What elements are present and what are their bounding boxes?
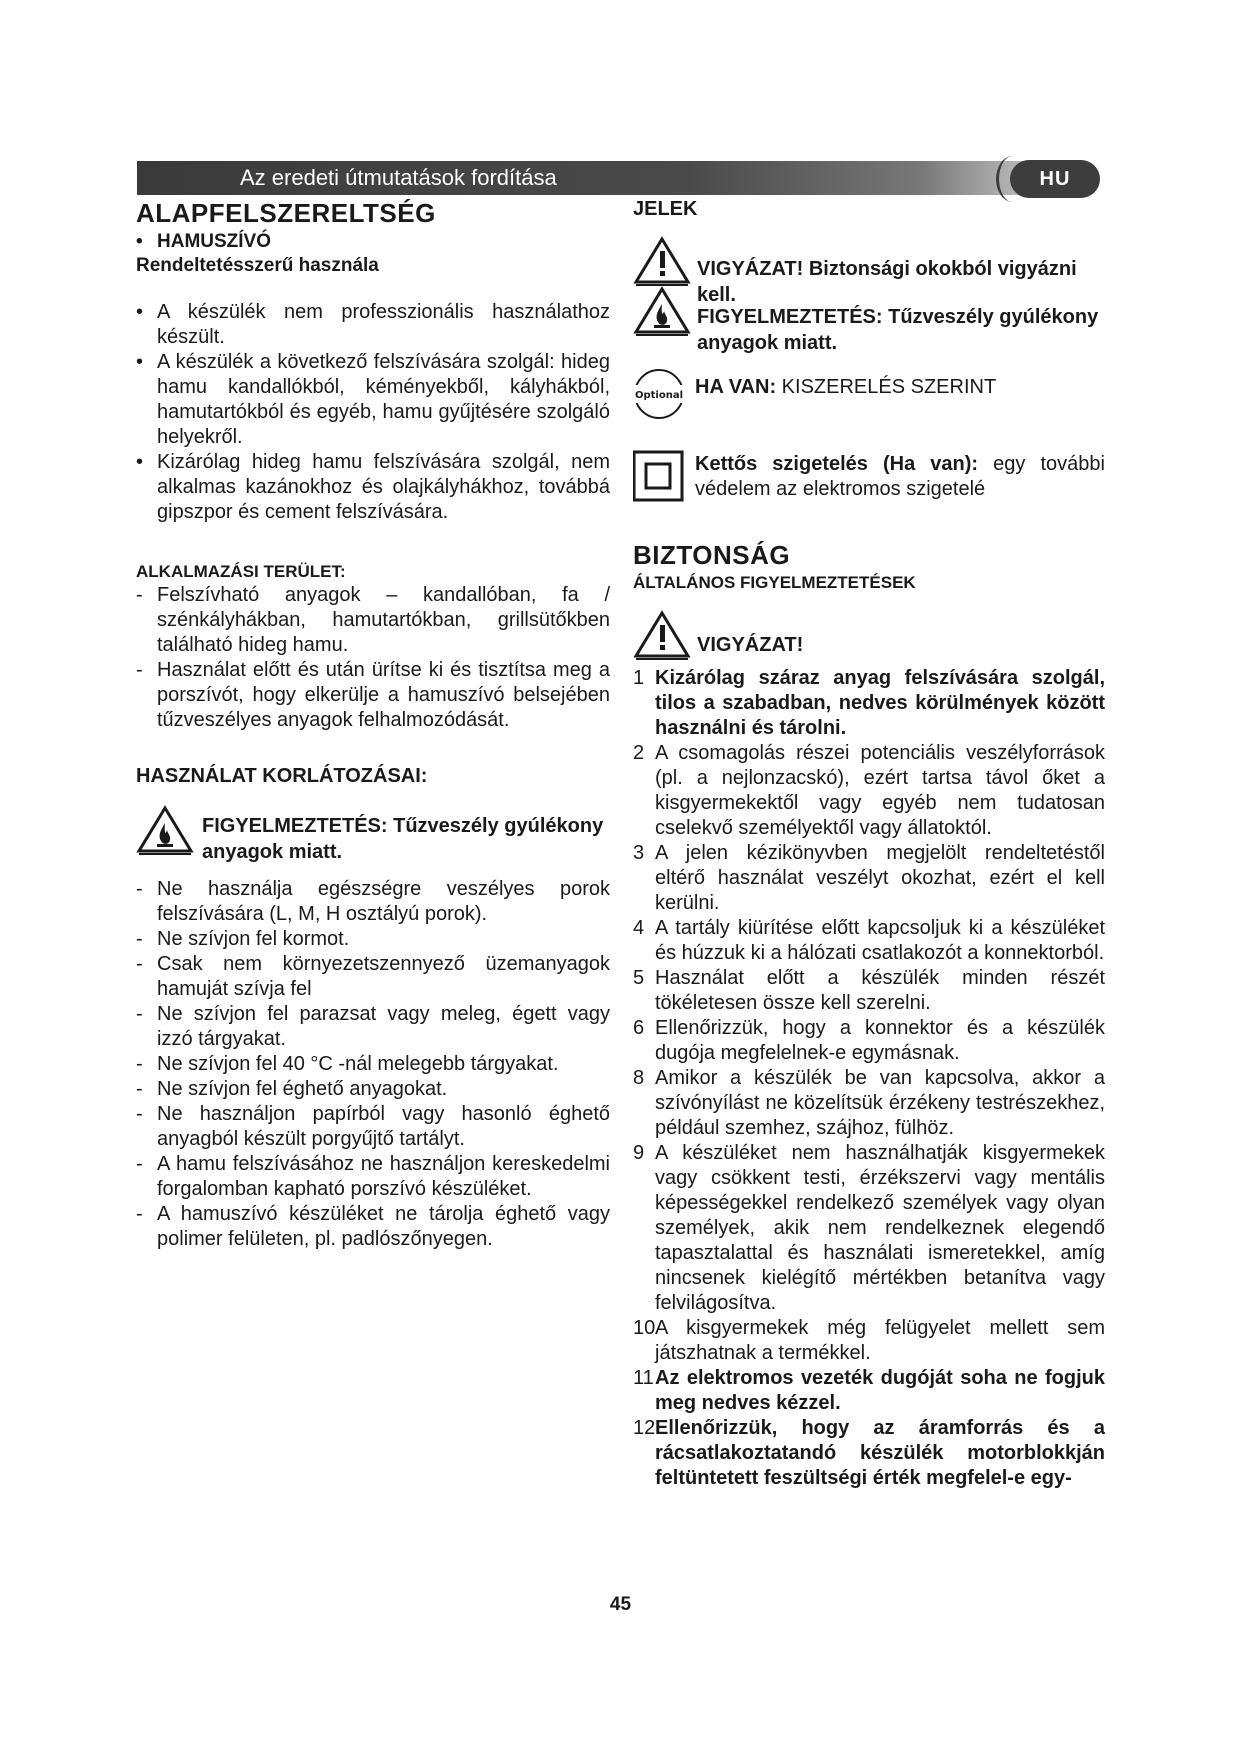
usage-limit-item: - Ne szívjon fel parazsat vagy meleg, égett vagy izzó tárgyakat. (136, 1002, 610, 1052)
safety-item-number: 3 (633, 842, 645, 864)
left-column (136, 196, 610, 1252)
safety-item (633, 916, 1105, 966)
safety-item-number: 6 (633, 1017, 645, 1039)
usage-limits-heading: HASZNÁLAT KORLÁTOZÁSAI: (136, 765, 428, 787)
usage-limit-item: - Ne szívjon fel 40 °C -nál melegebb tárgyakat. (136, 1052, 610, 1077)
language-badge: HU (1010, 160, 1100, 198)
safety-item-number: 10 (633, 1317, 656, 1339)
safety-item (633, 966, 1105, 1016)
safety-item-text: Használat előtt a készülék minden részét tökéletesen össze kell szerelni. (655, 967, 1105, 1014)
fire-warning-row (136, 805, 610, 865)
safety-item-text: Ellenőrizzük, hogy az áramforrás és a rácsatlakoztatandó készülék motorblokkján feltüntetett feszültségi érték megfelel-e egy- (655, 1417, 1105, 1489)
double-insulation-rest: egy további védelem az elektromos szigetelé (695, 453, 1105, 500)
safety-item-text: A tartály kiürítése előtt kapcsoljuk ki a készüléket és húzzuk ki a hálózati csatlakozót a konnektorból. (655, 917, 1105, 964)
fire-sign-row (633, 286, 1105, 356)
safety-item-number: 1 (633, 667, 645, 689)
safety-list (633, 666, 1105, 1491)
general-caution-label: VIGYÁZAT! (697, 634, 804, 656)
double-insulation-text (695, 450, 1105, 502)
safety-item-text: Kizárólag száraz anyag felszívására szolgál, tilos a szabadban, nedves körülmények között használni és tárolni. (655, 667, 1105, 739)
fire-sign-icon (633, 286, 695, 336)
optional-sign-bold: HA VAN: (695, 376, 777, 398)
safety-item-text: A kisgyermekek még felügyelet mellett sem játszhatnak a termékkel. (655, 1317, 1105, 1364)
safety-heading: BIZTONSÁG (633, 540, 791, 570)
safety-item (633, 666, 1105, 741)
safety-item (633, 1316, 1105, 1366)
equipment-heading: ALAPFELSZERELTSÉG (136, 198, 436, 228)
double-insulation-row (633, 450, 1105, 502)
signs-heading: JELEK (633, 198, 698, 220)
optional-sign-rest: KISZERELÉS SZERINT (776, 376, 997, 398)
header-title: Az eredeti útmutatások fordítása (240, 165, 557, 190)
usage-limit-item: - Csak nem környezetszennyező üzemanyagok hamuját szívja fel (136, 952, 610, 1002)
safety-item-text: Az elektromos vezeték dugóját soha ne fogjuk meg nedves kézzel. (655, 1367, 1105, 1414)
safety-item-number: 11 (633, 1367, 654, 1389)
safety-item (633, 1141, 1105, 1316)
usage-limits-list (136, 877, 610, 1252)
application-area-item: - Használat előtt és után ürítse ki és tisztítsa meg a porszívót, hogy elkerülje a hamuszívó belsejében tűzveszélyes anyagok felhalmozódását. (136, 658, 610, 733)
optional-badge-icon (633, 368, 695, 420)
usage-limit-item: - Ne szívjon fel kormot. (136, 927, 610, 952)
safety-item-text: Ellenőrizzük, hogy a konnektor és a készülék dugója megfelelnek-e egymásnak. (655, 1017, 1105, 1064)
safety-item (633, 741, 1105, 841)
safety-item-number: 8 (633, 1067, 645, 1089)
application-area-heading: ALKALMAZÁSI TERÜLET: (136, 562, 346, 581)
fire-sign-text: FIGYELMEZTETÉS: Tűzveszély gyúlékony anyagok miatt. (697, 306, 1099, 354)
usage-limit-item: - Ne használja egészségre veszélyes porok felszívására (L, M, H osztályú porok). (136, 877, 610, 927)
usage-limit-item: - A hamu felszívásához ne használjon kereskedelmi forgalomban kapható porszívó készüléket. (136, 1152, 610, 1202)
ash-vacuum-subheading: • HAMUSZÍVÓ (136, 230, 610, 254)
fire-warning-text: FIGYELMEZTETÉS: Tűzveszély gyúlékony anyagok miatt. (202, 815, 604, 863)
double-insulation-bold: Kettős szigetelés (Ha van): (695, 453, 979, 475)
usage-limit-item: - Ne szívjon fel éghető anyagokat. (136, 1077, 610, 1102)
intended-use-item: • A készülék a következő felszívására szolgál: hideg hamu kandallókból, kéményekből, kályhákból, hamutartókból és egyéb, hamu gyűjtésére szolgáló helyekről. (136, 350, 610, 450)
optional-sign-text (695, 374, 996, 400)
usage-limit-item: - A hamuszívó készüléket ne tárolja éghető vagy polimer felületen, pl. padlószőnyegen. (136, 1202, 610, 1252)
safety-item-text: A jelen kézikönyvben megjelölt rendeltetéstől eltérő használat veszélyt okozhat, ezért el kell kerülni. (655, 842, 1105, 914)
safety-item-number: 9 (633, 1142, 645, 1164)
caution-triangle-icon (633, 236, 695, 286)
page-number: 45 (609, 1594, 632, 1615)
safety-item-text: Amikor a készülék be van kapcsolva, akkor a szívónyílást ne közelítsük érzékeny testrészekhez, például szemhez, szájhoz, fülhöz. (655, 1067, 1105, 1139)
caution-sign-text: VIGYÁZAT! Biztonsági okokból vigyázni kell. (697, 258, 1077, 306)
safety-item (633, 841, 1105, 916)
safety-item-number: 4 (633, 917, 645, 939)
intended-use-list (136, 300, 610, 525)
double-insulation-icon (633, 450, 695, 502)
fire-warning-icon (136, 805, 198, 855)
intended-use-item: • A készülék nem professzionális használathoz készült. (136, 300, 610, 350)
application-area-item: - Felszívható anyagok – kandallóban, fa / szénkályhákban, hamutartókban, grillsütőkben található hideg hamu. (136, 583, 610, 658)
usage-limit-item: - Ne használjon papírból vagy hasonló éghető anyagból készült porgyűjtő tartályt. (136, 1102, 610, 1152)
intended-use-item: • Kizárólag hideg hamu felszívására szolgál, nem alkalmas kazánokhoz és olajkályhákhoz, továbbá gipszpor és cement felszívására. (136, 450, 610, 525)
safety-item (633, 1066, 1105, 1141)
safety-item-number: 5 (633, 967, 645, 989)
intended-use-heading: Rendeltetésszerű használa (136, 255, 379, 276)
general-caution-icon (633, 610, 695, 660)
right-column (633, 196, 1105, 1491)
optional-sign-row (633, 368, 1105, 420)
safety-item-number: 12 (633, 1417, 656, 1439)
application-area-list (136, 583, 610, 733)
safety-item (633, 1016, 1105, 1066)
safety-item-text: A csomagolás részei potenciális veszélyforrások (pl. a nejlonzacskó), ezért tartsa távol őket a kisgyermekektől vagy egyéb nem tudatosan cselekvő személyektől vagy állatoktól. (655, 742, 1105, 839)
safety-item-number: 2 (633, 742, 645, 764)
safety-item (633, 1366, 1105, 1416)
safety-item (633, 1416, 1105, 1491)
safety-item-text: A készüléket nem használhatják kisgyermekek vagy csökkent testi, érzékszervi vagy mentális képességekkel rendelkező személyek vagy olyan személyek, akik nem rendelkeznek elegendő tapasztalattal és használati ismeretekkel, amíg nincsenek kielégítő mértékben betanítva vagy felvilágosítva. (655, 1142, 1105, 1314)
general-caution-row (633, 610, 1105, 660)
general-warnings-heading: ÁLTALÁNOS FIGYELMEZTETÉSEK (633, 573, 916, 592)
optional-badge-label: Optional (634, 390, 684, 401)
